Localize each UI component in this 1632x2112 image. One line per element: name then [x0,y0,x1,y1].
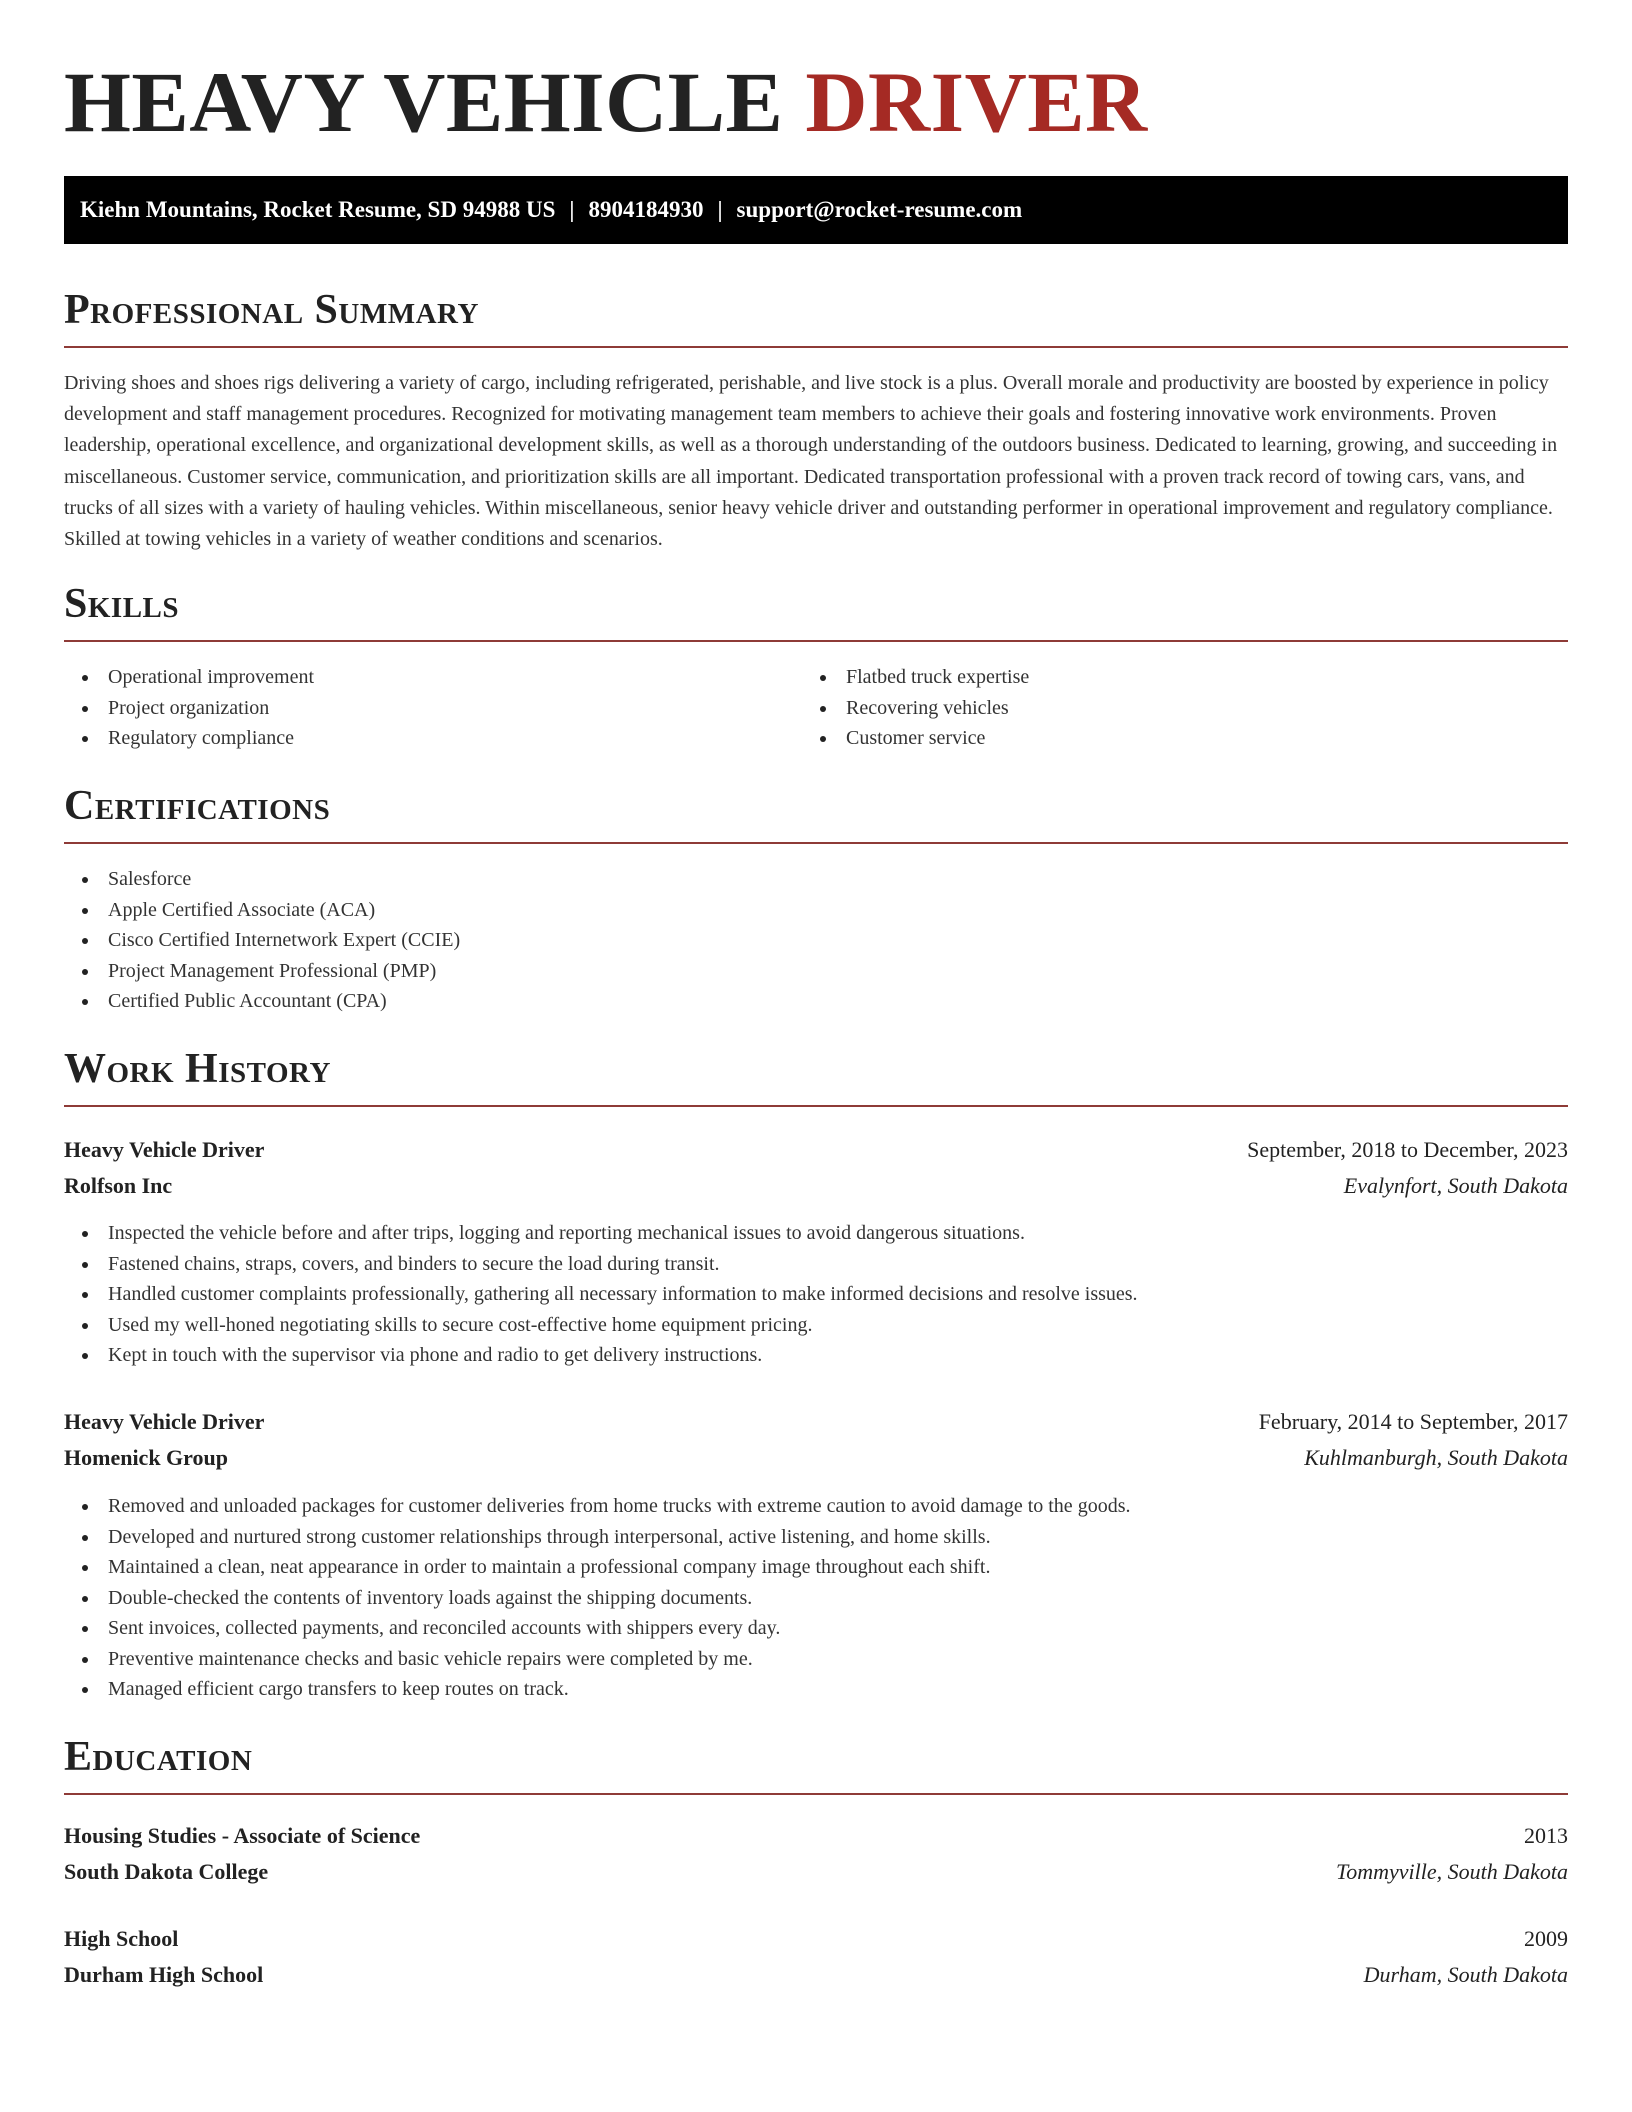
list-item: Used my well-honed negotiating skills to secure cost-effective home equipment pricing. [64,1310,1138,1341]
education-year: 2013 [1524,1823,1568,1848]
job-header-row [64,1404,1568,1440]
list-item: Handled customer complaints professionally, gathering all necessary information to make informed decisions and resolve issues. [64,1279,1138,1310]
job-location: Kuhlmanburgh, South Dakota [1304,1445,1568,1470]
list-item: Recovering vehicles [802,693,1029,724]
name-accent: DRIVER [805,54,1148,150]
list-item: Removed and unloaded packages for customer deliveries from home trucks with extreme caution to avoid damage to the goods. [64,1491,1130,1522]
list-item: Project organization [64,693,314,724]
list-item: Sent invoices, collected payments, and reconciled accounts with shippers every day. [64,1613,1130,1644]
contact-bar [64,176,1568,244]
contact-email[interactable]: support@rocket-resume.com [736,197,1023,222]
list-item: Operational improvement [64,662,314,693]
job-header-row [64,1132,1568,1168]
section-title-education: Education [64,1733,1568,1795]
skills-list-left [64,662,314,754]
list-item: Apple Certified Associate (ACA) [64,895,460,926]
contact-separator: | [717,197,723,222]
education-school-row [64,1957,1568,1993]
list-item: Cisco Certified Internetwork Expert (CCIE) [64,925,460,956]
education-school: Durham High School [64,1962,264,1987]
education-year: 2009 [1524,1926,1568,1951]
education-location: Durham, South Dakota [1363,1962,1568,1987]
job-company-row [64,1168,1568,1204]
education-degree: Housing Studies - Associate of Science [64,1823,421,1848]
job-role: Heavy Vehicle Driver [64,1409,265,1434]
list-item: Regulatory compliance [64,723,314,754]
section-title-certifications: Certifications [64,782,1568,844]
section-title-skills: Skills [64,580,1568,642]
job-role: Heavy Vehicle Driver [64,1137,265,1162]
contact-phone[interactable]: 8904184930 [588,197,704,222]
job-duties-list [64,1491,1130,1705]
list-item: Flatbed truck expertise [802,662,1029,693]
education-header-row [64,1921,1568,1957]
job-company: Rolfson Inc [64,1173,173,1198]
job-company-row [64,1440,1568,1476]
job-dates: September, 2018 to December, 2023 [1247,1137,1568,1162]
contact-separator: | [569,197,575,222]
list-item: Certified Public Accountant (CPA) [64,986,460,1017]
list-item: Customer service [802,723,1029,754]
summary-text: Driving shoes and shoes rigs delivering a variety of cargo, including refrigerated, perishable, and live stock is a plus. Overall morale and productivity are boosted by experience in policy development and staff management procedures. Recognized for motivating management team members to achieve their goals and fostering innovative work environments. Proven leadership, operational excellence, and organizational development skills, as well as a thorough understanding of the outdoors business. Dedicated to learning, growing, and succeeding in miscellaneous. Customer service, communication, and prioritization skills are all important. Dedicated transportation professional with a proven track record of towing cars, vans, and trucks of all sizes with a variety of hauling vehicles. Within miscellaneous, senior heavy vehicle driver and outstanding performer in operational improvement and regulatory compliance. Skilled at towing vehicles in a variety of weather conditions and scenarios. [64,372,1558,551]
name-main: HEAVY VEHICLE [64,54,784,150]
section-title-work-history: Work History [64,1045,1568,1107]
list-item: Project Management Professional (PMP) [64,956,460,987]
education-school-row [64,1854,1568,1890]
education-location: Tommyville, South Dakota [1336,1859,1568,1884]
list-item: Kept in touch with the supervisor via phone and radio to get delivery instructions. [64,1340,1138,1371]
list-item: Developed and nurtured strong customer relationships through interpersonal, active listening, and home skills. [64,1522,1130,1553]
certifications-list [64,864,460,1017]
list-item: Maintained a clean, neat appearance in order to maintain a professional company image throughout each shift. [64,1552,1130,1583]
education-header-row [64,1818,1568,1854]
list-item: Double-checked the contents of inventory loads against the shipping documents. [64,1583,1130,1614]
section-title-summary: Professional Summary [64,286,1568,348]
education-school: South Dakota College [64,1859,269,1884]
skills-list-right [802,662,1029,754]
list-item: Fastened chains, straps, covers, and binders to secure the load during transit. [64,1249,1138,1280]
contact-address: Kiehn Mountains, Rocket Resume, SD 94988 US [80,197,556,222]
job-company: Homenick Group [64,1445,229,1470]
job-duties-list [64,1218,1138,1371]
list-item: Managed efficient cargo transfers to keep routes on track. [64,1674,1130,1705]
education-degree: High School [64,1926,179,1951]
list-item: Preventive maintenance checks and basic vehicle repairs were completed by me. [64,1644,1130,1675]
list-item: Inspected the vehicle before and after trips, logging and reporting mechanical issues to avoid dangerous situations. [64,1218,1138,1249]
job-dates: February, 2014 to September, 2017 [1258,1409,1568,1434]
resume-name-heading [64,52,1148,152]
job-location: Evalynfort, South Dakota [1343,1173,1568,1198]
list-item: Salesforce [64,864,460,895]
